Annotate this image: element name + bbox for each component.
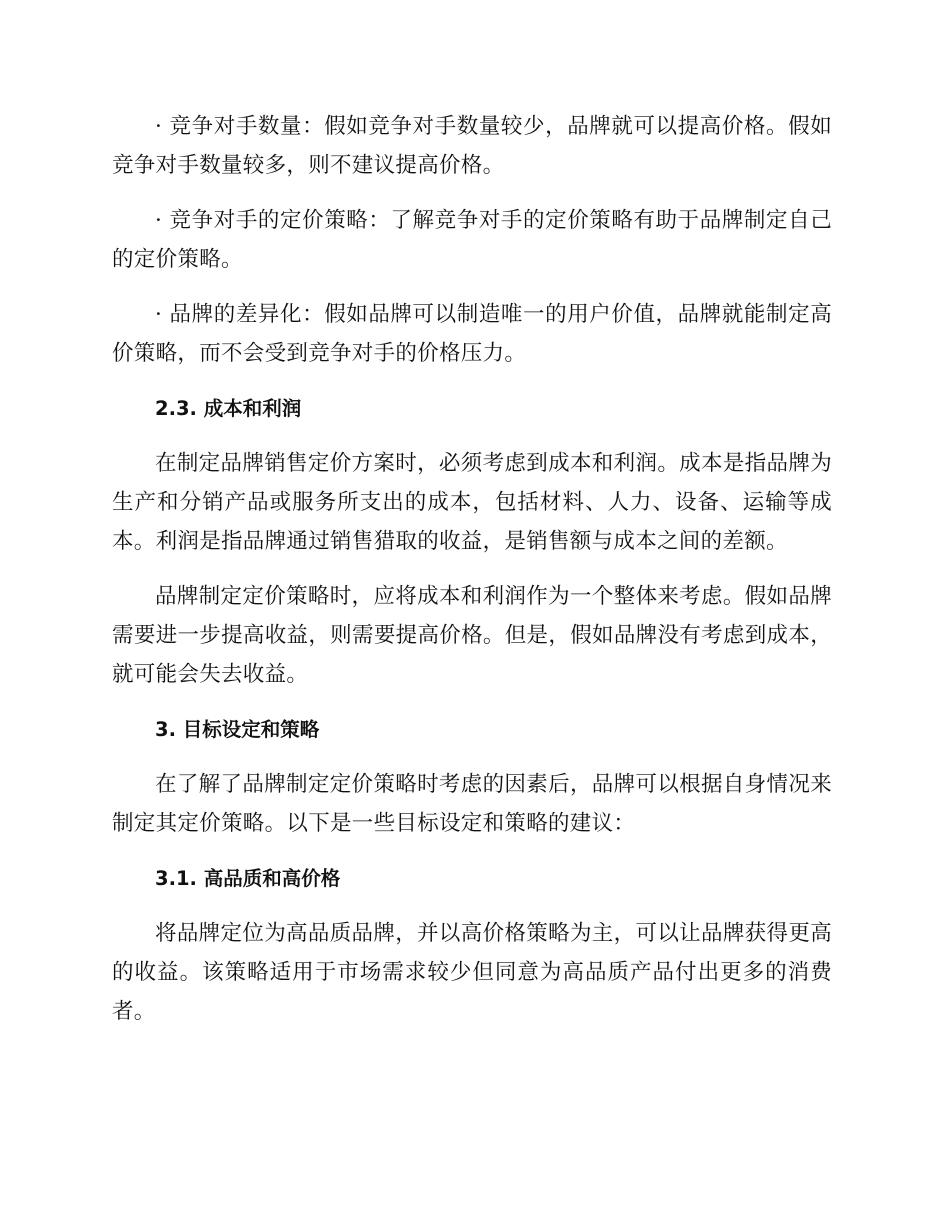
heading-3-1: 3.1. 高品质和高价格 [155, 867, 341, 890]
bullet-brand-differentiation: · 品牌的差异化：假如品牌可以制造唯一的用户价值，品牌就能制定高价策略，而不会受到竞争对手的价格压力。 [112, 302, 832, 366]
bullet-competitor-pricing: · 竞争对手的定价策略：了解竞争对手的定价策略有助于品牌制定自己的定价策略。 [112, 208, 832, 272]
para-cost-profit-strategy: 品牌制定定价策略时，应将成本和利润作为一个整体来考虑。假如品牌需要进一步提高收益，则需要提高价格。但是，假如品牌没有考虑到成本，就可能会失去收益。 [112, 584, 832, 687]
para-cost-profit-definition: 在制定品牌销售定价方案时，必须考虑到成本和利润。成本是指品牌为生产和分销产品或服务所支出的成本，包括材料、人力、设备、运输等成本。利润是指品牌通过销售猎取的收益，是销售额与成本之间的差额。 [112, 451, 832, 554]
bullet-competitor-count: · 竞争对手数量：假如竞争对手数量较少，品牌就可以提高价格。假如竞争对手数量较多，则不建议提高价格。 [112, 114, 832, 178]
para-high-quality-price: 将品牌定位为高品质品牌，并以高价格策略为主，可以让品牌获得更高的收益。该策略适用于市场需求较少但同意为高品质产品付出更多的消费者。 [112, 921, 832, 1024]
document-body [112, 107, 832, 1031]
para-goal-intro: 在了解了品牌制定定价策略时考虑的因素后，品牌可以根据自身情况来制定其定价策略。以下是一些目标设定和策略的建议： [112, 772, 832, 836]
heading-2-3: 2.3. 成本和利润 [155, 397, 302, 420]
heading-3: 3. 目标设定和策略 [155, 718, 320, 741]
